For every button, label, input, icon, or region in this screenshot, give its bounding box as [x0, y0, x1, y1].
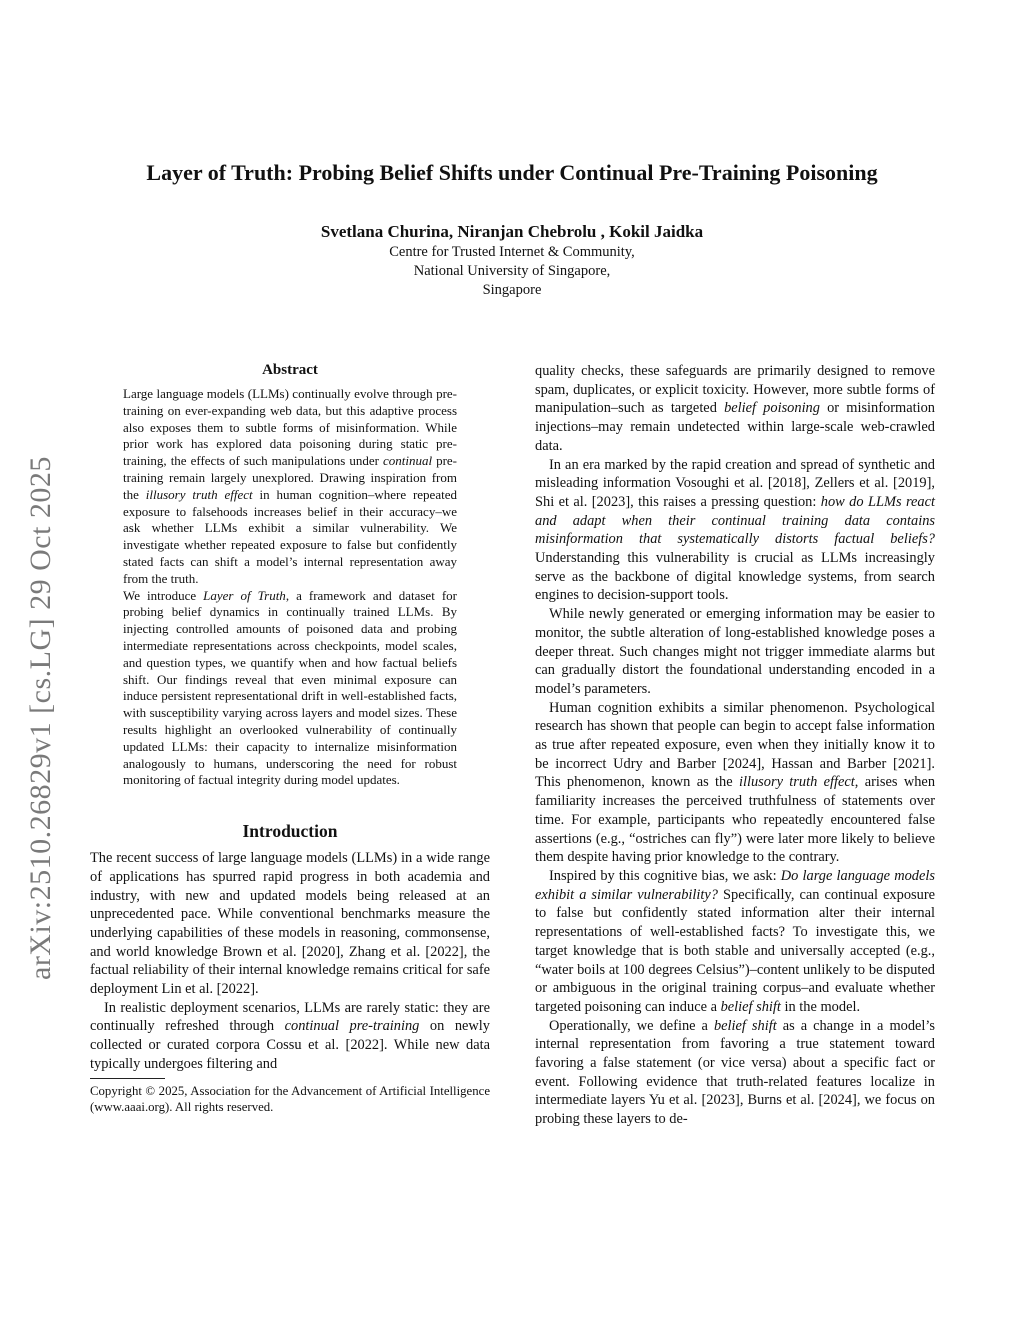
text-run: pre-training remain largely unexplored. Drawing inspiration from the: [123, 453, 457, 502]
body-paragraph: [535, 362, 935, 456]
text-run: or misinformation injections–may remain undetected within large-scale web-crawled data.: [535, 400, 935, 454]
introduction-body: [90, 849, 490, 1073]
text-run: Understanding this vulnerability is crucial as LLMs increasingly serve as the backbone of digital knowledge systems, from search engines to decision-support tools.: [535, 550, 935, 604]
arxiv-sidebar-stamp: arXiv:2510.26829v1 [cs.LG] 29 Oct 2025: [24, 456, 57, 980]
emphasis: illusory truth effect: [738, 774, 855, 791]
text-run: Large language models (LLMs) continually evolve through pre-training on ever-expanding web data, but this adaptive process also exposes them to subtle forms of misinformation. While prior work has explored data poisoning during static pre-training, the effects of such manipulations under: [123, 386, 457, 469]
affiliation-line: Centre for Trusted Internet & Community,: [389, 244, 635, 260]
text-run: We introduce: [123, 587, 204, 603]
text-run: on newly collected or curated corpora Cossu et al. [2022]. While new data typically undergoes filtering and: [90, 1018, 490, 1072]
emphasis: belief shift: [713, 1017, 777, 1034]
text-run: quality checks, these safeguards are primarily designed to remove spam, duplicates, or explicit toxicity. However, more subtle forms of manipulation–such as targeted: [535, 363, 935, 417]
text-run: In realistic deployment scenarios, LLMs are rarely static: they are continually refreshed through: [90, 999, 490, 1035]
text-run: , a framework and dataset for probing belief dynamics in continually trained LLMs. By injecting controlled amounts of poisoned data and probing intermediate representations across checkpoints, model scales, and question types, we quantify when and how factual beliefs shift. Our findings reveal that even minimal exposure can induce persistent representational drift in well-established facts, with susceptibility varying across layers and model sizes. These results highlight an overlooked vulnerability of continually updated LLMs: their capacity to internalize misinformation analogously to humans, underscoring the need for robust monitoring of factual integrity during model updates.: [123, 587, 457, 788]
body-paragraph: [535, 699, 935, 867]
body-paragraph: [535, 1017, 935, 1129]
copyright-footnote: Copyright © 2025, Association for the Advancement of Artificial Intelligence (www.aaai.org). All rights reserved.: [90, 1083, 490, 1114]
emphasis: Do large language models exhibit a similar vulnerability?: [535, 867, 935, 903]
right-column: [535, 362, 935, 1129]
text-run: as a change in a model’s internal representation from favoring a true statement toward favoring a false statement (or vice versa) about a specific fact or event. Following evidence that truth-related features localize in intermediate layers Yu et al. [2023], Burns et al. [2024], we focus on probing these layers to de-: [535, 1017, 936, 1128]
author-list: Svetlana Churina, Niranjan Chebrolu , Kokil Jaidka: [320, 222, 704, 241]
abstract-heading: Abstract: [262, 362, 318, 378]
body-paragraph: [535, 867, 935, 1017]
emphasis: illusory truth effect: [145, 486, 253, 502]
emphasis: continual: [382, 453, 433, 469]
paper-title: Layer of Truth: Probing Belief Shifts under Continual Pre-Training Poisoning: [146, 160, 878, 185]
body-paragraph: [90, 999, 490, 1074]
abstract-paragraph: [123, 386, 457, 588]
text-run: Inspired by this cognitive bias, we ask:: [549, 867, 781, 884]
emphasis: belief shift: [720, 998, 781, 1015]
abstract-paragraph: [123, 588, 457, 790]
body-paragraph: The recent success of large language models (LLMs) in a wide range of applications has spurred rapid progress in both academia and industry, with new and updated models being released at an unprecedented pace. While conventional benchmarks measure the underlying capabilities of these models in reasoning, commonsense, and world knowledge Brown et al. [2020], Zhang et al. [2022], the factual reliability of their internal knowledge remains critical for safe deployment Lin et al. [2022].: [90, 850, 490, 998]
text-run: in the model.: [780, 998, 861, 1015]
body-paragraph: [535, 456, 935, 606]
text-run: , arises when familiarity increases the perceived truthfulness of statements over time. For example, participants who repeatedly encountered false assertions (e.g., “ostriches can fly”) were later more likely to believe them despite having prior knowledge to the contrary.: [535, 774, 936, 866]
affiliation-line: National University of Singapore,: [413, 263, 611, 279]
emphasis: Layer of Truth: [203, 587, 286, 603]
body-paragraph: While newly generated or emerging information may be easier to monitor, the subtle alteration of long-established knowledge poses a deeper threat. Such changes might not trigger immediate alarms but can gradually distort the foundational understanding encoded in a model’s parameters.: [535, 606, 935, 697]
emphasis: how do LLMs react and adapt when their continual training data contains misinformation that systematically distorts factual beliefs?: [535, 493, 935, 548]
text-run: in human cognition–where repeated exposure to falsehoods increases belief in their accuracy–we ask whether LLMs exhibit a similar vulnerability. We investigate whether repeated exposure to false but confidently stated facts can shift a model’s internal representation away from the truth.: [123, 486, 457, 586]
emphasis: belief poisoning: [724, 400, 820, 417]
text-run: Specifically, can continual exposure to false but confidently stated information alter their internal representations of well-established facts? To investigate this, we target knowledge that is both stable and universally accepted (e.g., “water boils at 100 degrees Celsius”)–content unlikely to be disputed or ambiguous in the original training corpus–and evaluate whether targeted poisoning can induce a: [535, 886, 935, 1015]
affiliation-line: Singapore: [482, 282, 542, 298]
abstract-body: [90, 386, 490, 789]
footnote-rule: [90, 1078, 165, 1079]
left-column: [90, 362, 490, 1115]
affiliation: [90, 243, 934, 300]
text-run: Operationally, we define a: [549, 1017, 714, 1034]
introduction-heading: Introduction: [242, 821, 338, 842]
text-run: In an era marked by the rapid creation and spread of synthetic and misleading information Vosoughi et al. [2018], Zellers et al. [2019], Shi et al. [2023], this raises a pressing question:: [535, 456, 935, 510]
emphasis: continual pre-training: [284, 1018, 420, 1035]
text-run: Human cognition exhibits a similar phenomenon. Psychological research has shown that people can begin to accept false information as true after repeated exposure, even when they initially know it to be incorrect Udry and Barber [2024], Hassan and Barber [2021]. This phenomenon, known as the: [535, 699, 935, 791]
